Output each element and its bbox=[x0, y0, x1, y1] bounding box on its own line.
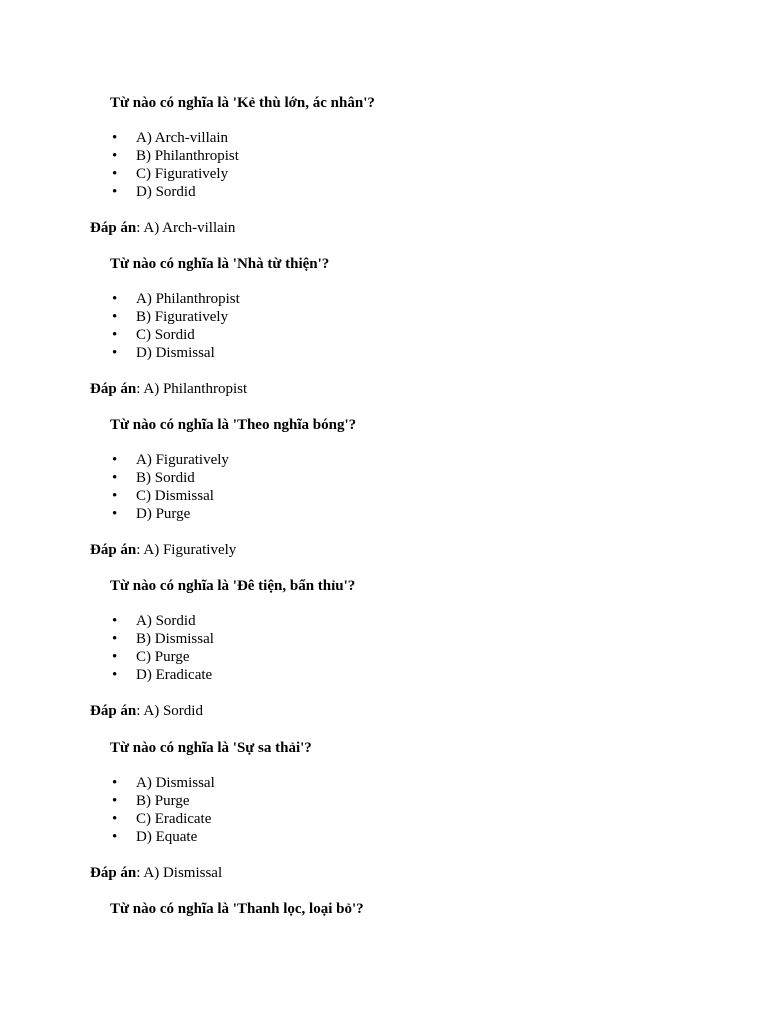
answer-label: Đáp án bbox=[90, 381, 137, 397]
option-item: • D) Dismissal bbox=[0, 344, 240, 362]
question-text: Từ nào có nghĩa là 'Theo nghĩa bóng'? bbox=[110, 417, 357, 433]
answer-label: Đáp án bbox=[90, 220, 137, 236]
option-item: • A) Dismissal bbox=[0, 774, 215, 792]
answer-line: Đáp án: A) Figuratively bbox=[90, 542, 237, 558]
option-item: • C) Eradicate bbox=[0, 810, 215, 828]
option-item: • D) Sordid bbox=[0, 183, 239, 201]
answer-label: Đáp án bbox=[90, 542, 137, 558]
option-list bbox=[0, 612, 214, 684]
answer-value: A) Arch-villain bbox=[143, 220, 236, 236]
option-list bbox=[0, 290, 240, 362]
option-item: • D) Eradicate bbox=[0, 666, 214, 684]
option-item: • A) Sordid bbox=[0, 612, 214, 630]
answer-line: Đáp án: A) Philanthropist bbox=[90, 381, 248, 397]
option-item: • C) Dismissal bbox=[0, 487, 229, 505]
option-item: • D) Equate bbox=[0, 828, 215, 846]
answer-label: Đáp án bbox=[90, 703, 137, 719]
option-list bbox=[0, 451, 229, 523]
answer-line: Đáp án: A) Arch-villain bbox=[90, 220, 236, 236]
option-item: • B) Figuratively bbox=[0, 308, 240, 326]
option-item: • C) Purge bbox=[0, 648, 214, 666]
question-text: Từ nào có nghĩa là 'Đê tiện, bẩn thỉu'? bbox=[110, 578, 356, 594]
option-item: • B) Purge bbox=[0, 792, 215, 810]
answer-value: A) Philanthropist bbox=[143, 381, 248, 397]
option-item: • B) Philanthropist bbox=[0, 147, 239, 165]
option-list bbox=[0, 129, 239, 201]
answer-value: A) Figuratively bbox=[143, 542, 237, 558]
question-text: Từ nào có nghĩa là 'Kẻ thù lớn, ác nhân'? bbox=[110, 95, 375, 111]
option-item: • C) Figuratively bbox=[0, 165, 239, 183]
option-item: • A) Arch-villain bbox=[0, 129, 239, 147]
question-text: Từ nào có nghĩa là 'Nhà từ thiện'? bbox=[110, 256, 330, 272]
option-item: • A) Philanthropist bbox=[0, 290, 240, 308]
answer-label: Đáp án bbox=[90, 865, 137, 881]
option-item: • A) Figuratively bbox=[0, 451, 229, 469]
answer-value: A) Dismissal bbox=[143, 865, 223, 881]
option-list bbox=[0, 774, 215, 846]
question-text: Từ nào có nghĩa là 'Sự sa thải'? bbox=[110, 740, 312, 756]
option-item: • B) Dismissal bbox=[0, 630, 214, 648]
answer-line: Đáp án: A) Dismissal bbox=[90, 865, 223, 881]
option-item: • D) Purge bbox=[0, 505, 229, 523]
option-item: • B) Sordid bbox=[0, 469, 229, 487]
answer-line: Đáp án: A) Sordid bbox=[90, 703, 203, 719]
option-item: • C) Sordid bbox=[0, 326, 240, 344]
question-text: Từ nào có nghĩa là 'Thanh lọc, loại bỏ'? bbox=[110, 901, 364, 917]
answer-value: A) Sordid bbox=[143, 703, 203, 719]
